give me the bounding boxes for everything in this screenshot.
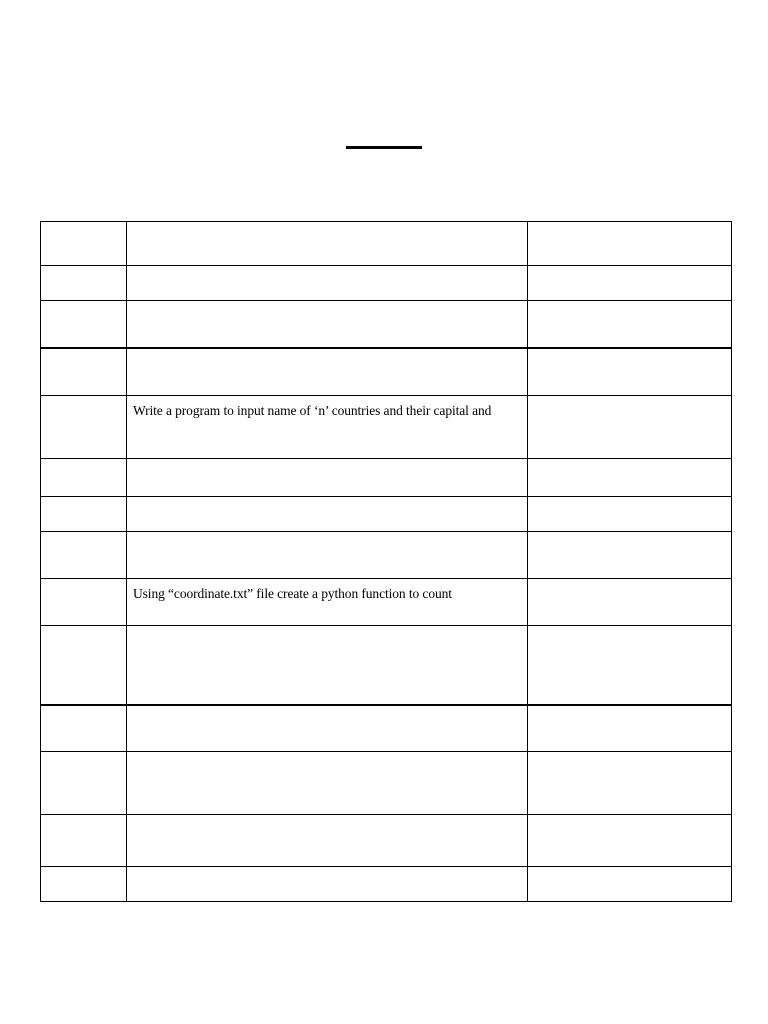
row-divider xyxy=(41,458,731,459)
table-cell-program-description: Using “coordinate.txt” file create a python function to count xyxy=(133,586,452,601)
column-divider xyxy=(527,222,528,901)
row-divider xyxy=(41,625,731,626)
table-cell-program-description: Write a program to input name of ‘n’ countries and their capital and xyxy=(133,403,492,418)
row-divider xyxy=(41,814,731,815)
row-divider xyxy=(41,578,731,579)
row-divider xyxy=(41,300,731,301)
row-divider xyxy=(41,347,731,349)
program-list-table xyxy=(40,221,732,902)
row-divider xyxy=(41,395,731,396)
row-divider xyxy=(41,751,731,752)
row-divider xyxy=(41,496,731,497)
row-divider xyxy=(41,866,731,867)
row-divider xyxy=(41,265,731,266)
title-underline xyxy=(346,146,422,149)
row-divider xyxy=(41,531,731,532)
column-divider xyxy=(126,222,127,901)
row-divider xyxy=(41,704,731,706)
